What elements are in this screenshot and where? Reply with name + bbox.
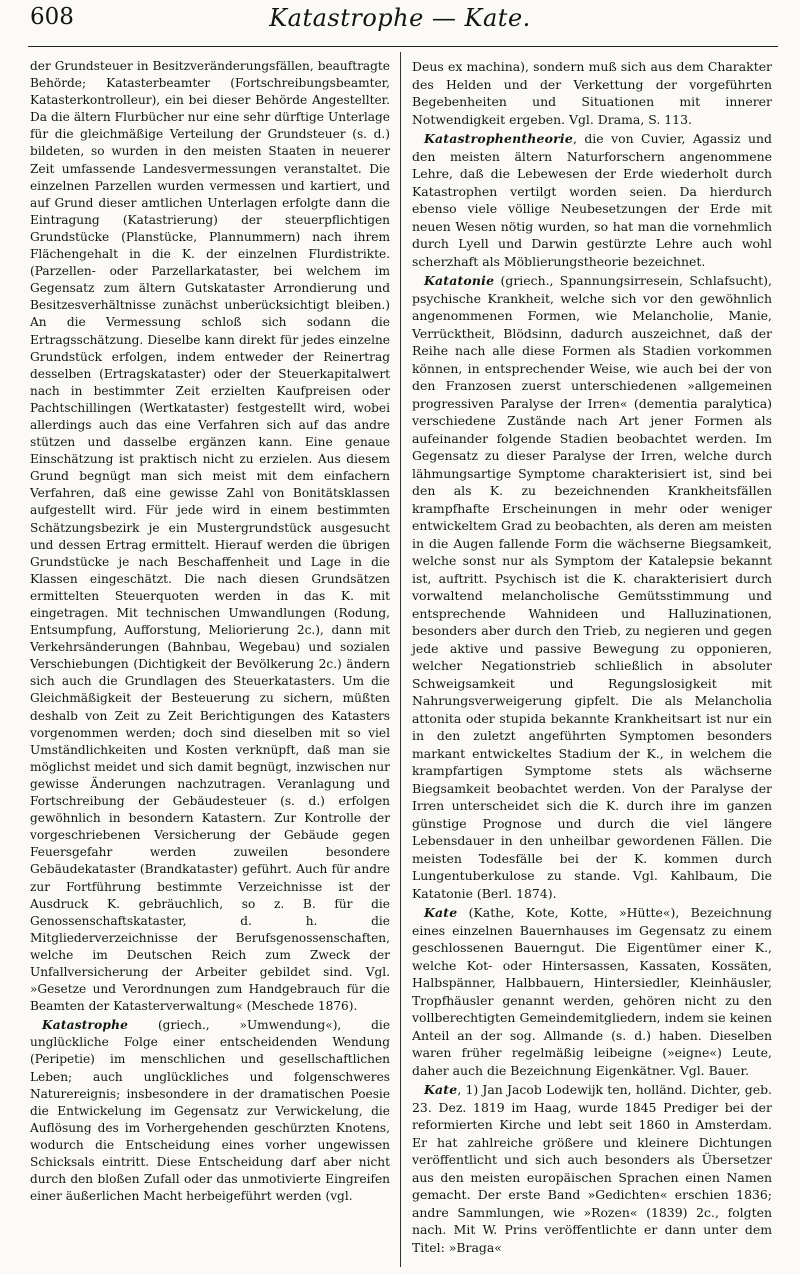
entry-headword: Kate [424, 1082, 458, 1097]
running-title: Katastrophe — Kate. [269, 4, 531, 32]
header-rule [28, 46, 778, 47]
entry-katastrophe [30, 1017, 390, 1205]
entry-headword: Katatonie [424, 273, 495, 288]
left-column [30, 58, 390, 1205]
entry-text: (griech., »Umwendung«), die unglückliche Folge einer entscheidenden Wendung (Peripetie) im menschlichen und gesellschaftlichen Leben; auch unglückliches und folgenschweres Naturereignis; insbesondere in der dramatischen Poesie die Entwickelung im Gegensatz zur Verwickelung, die Auflösung des im Vorhergehenden geschürzten Knotens, wodurch die Entscheidung eines vorher ungewissen Schicksals eintritt. Diese Entscheidung darf aber nicht durch den bloßen Zufall oder das unmotivierte Eingreifen einer äußerlichen Macht herbeigeführt werden (vgl. [30, 1018, 390, 1204]
entry-katastrophentheorie [412, 130, 772, 270]
entry-kataster-continuation [30, 58, 390, 1015]
entry-kate-person [412, 1081, 772, 1256]
page-number: 608 [30, 4, 74, 30]
entry-katastrophe-continuation [412, 58, 772, 128]
entry-headword: Katastrophentheorie [424, 131, 573, 146]
entry-kate [412, 904, 772, 1079]
right-column [412, 58, 772, 1256]
entry-text: , 1) Jan Jacob Lodewijk ten, holländ. Dichter, geb. 23. Dez. 1819 im Haag, wurde 1845 Prediger bei der reformierten Kirche und lebt seit 1860 in Amsterdam. Er hat zahlreiche größere und kleinere Dichtungen veröffentlicht und sich auch besonders als Übersetzer aus den meisten europäischen Sprachen einen Namen gemacht. Der erste Band »Gedichten« erschien 1836; andre Sammlungen, wie »Rozen« (1839) 2c., folgten nach. Mit W. Prins veröffentlichte er dann unter dem Titel: »Braga« [412, 1082, 772, 1255]
entry-headword: Kate [424, 905, 458, 920]
entry-headword: Katastrophe [42, 1018, 129, 1033]
entry-text: Deus ex machina), sondern muß sich aus dem Charakter des Helden und der Verkettung der vorgeführten Begebenheiten und Situationen mit innerer Notwendigkeit ergeben. Vgl. Drama, S. 113. [412, 59, 772, 127]
column-divider [400, 52, 401, 1267]
entry-katatonie [412, 272, 772, 902]
page-header [0, 0, 800, 54]
entry-text: (griech., Spannungsirresein, Schlafsucht), psychische Krankheit, welche sich vor den gewöhnlich angenommenen Formen, wie Melancholie, Manie, Verrücktheit, Blödsinn, dadurch auszeichnet, daß der Reihe nach alle diese Formen als Stadien vorkommen können, in entsprechender Weise, wie auch bei der von den Franzosen zuerst unterschiedenen »allgemeinen progressiven Paralyse der Irren« (dementia paralytica) verschiedene Zustände nach Art jener Formen als aufeinander folgende Stadien beobachtet werden. Im Gegensatz zu dieser Paralyse der Irren, welche durch lähmungsartige Symptome charakterisiert ist, sind bei den als K. zu bezeichnenden Krankheitsfällen krampfhafte Erscheinungen in mehr oder weniger entwickeltem Grad zu beobachten, als deren am meisten in die Augen fallende Form die wächserne Biegsamkeit, welche sonst nur als Symptom der Katalepsie bekannt ist, auftritt. Psychisch ist die K. charakterisiert durch vorwaltend melancholische Gemütsstimmung und entsprechende Wahnideen und Halluzinationen, besonders aber durch den Trieb, zu negieren und gegen jede aktive und passive Bewegung zu opponieren, welcher Negationstrieb schließlich in absoluter Schweigsamkeit und Regungslosigkeit mit Nahrungsverweigerung gipfelt. Die als Melancholia attonita oder stupida bekannte Krankheitsart ist nur ein in den zuletzt angeführten Symptomen besonders markant entwickeltes Stadium der K., in welchem die krampfartigen Symptome stets als wächserne Biegsamkeit beobachtet werden. Von der Paralyse der Irren unterscheidet sich die K. durch ihre im ganzen günstige Prognose und durch die viel längere Lebensdauer in den unheilbar gewordenen Fällen. Die meisten Todesfälle bei der K. kommen durch Lungentuberkulose zu stande. Vgl. Kahlbaum, Die Katatonie (Berl. 1874). [412, 273, 772, 901]
entry-text: der Grundsteuer in Besitzveränderungsfällen, beauftragte Behörde; Katasterbeamter (Fortschreibungsbeamter, Katasterkontrolleur), ein bei dieser Behörde Angestellter. Da die ältern Flurbücher nur eine sehr dürftige Unterlage für die gleichmäßige Verteilung der Grundsteuer (s. d.) bildeten, so wurden in den meisten Staaten in neuerer Zeit umfassende Landesvermessungen veranstaltet. Die einzelnen Parzellen wurden vermessen und kartiert, und auf Grund dieser amtlichen Unterlagen erfolgte dann die Eintragung (Katastrierung) der steuerpflichtigen Grundstücke (Planstücke, Plannummern) nach ihrem Flächengehalt in die K. der einzelnen Flurdistrikte. (Parzellen- oder Parzellarkataster, bei welchem im Gegensatz zum ältern Gutskataster Arrondierung und Besitzesverhältnisse zunächst unberücksichtigt bleiben.) An die Vermessung schloß sich sodann die Ertragsschätzung. Dieselbe kann direkt für jedes einzelne Grundstück erfolgen, indem entweder der Reinertrag desselben (Ertragskataster) oder der Steuerkapitalwert nach in bestimmter Zeit erzielten Kaufpreisen oder Pachtschillingen (Wertkataster) festgestellt wird, wobei allerdings auch das eine Verfahren sich auf das andre stützen und dasselbe ergänzen kann. Eine genaue Einschätzung ist praktisch nicht zu erzielen. Aus diesem Grund begnügt man sich meist mit dem einfachern Verfahren, daß eine gewisse Zahl von Bonitätsklassen aufgestellt wird. Für jede wird in einem bestimmten Schätzungsbezirk je ein Mustergrundstück ausgesucht und dessen Ertrag ermittelt. Hierauf werden die übrigen Grundstücke je nach Beschaffenheit und Lage in die Klassen eingeschätzt. Die nach diesen Grundsätzen ermittelten Steuerquoten werden in das K. mit eingetragen. Mit technischen Umwandlungen (Rodung, Entsumpfung, Aufforstung, Meliorierung 2c.), dann mit Verkehrsänderungen (Bahnbau, Wegebau) und sozialen Verschiebungen (Dichtigkeit der Bevölkerung 2c.) ändern sich auch die Grundlagen des Steuerkatasters. Um die Gleichmäßigkeit der Besteuerung zu sichern, müßten deshalb von Zeit zu Zeit Berichtigungen des Katasters vorgenommen werden; doch sind dieselben mit so viel Umständlichkeiten und Kosten verknüpft, daß man sie möglichst meidet und sich damit begnügt, inzwischen nur gewisse Änderungen nachzutragen. Veranlagung und Fortschreibung der Gebäudesteuer (s. d.) erfolgen gewöhnlich in besondern Katastern. Zur Kontrolle der vorgeschriebenen Versicherung der Gebäude gegen Feuersgefahr werden zuweilen besondere Gebäudekataster (Brandkataster) geführt. Auch für andre zur Fortführung bestimmte Verzeichnisse ist der Ausdruck K. gebräuchlich, so z. B. für die Genossenschaftskataster, d. h. die Mitgliederverzeichnisse der Berufsgenossenschaften, welche im Deutschen Reich zum Zweck der Unfallversicherung der Arbeiter gebildet sind. Vgl. »Gesetze und Verordnungen zum Handgebrauch für die Beamten der Katasterverwaltung« (Meschede 1876). [30, 59, 390, 1014]
entry-text: , die von Cuvier, Agassiz und den meisten ältern Naturforschern angenommene Lehre, daß die Lebewesen der Erde wiederholt durch Katastrophen vertilgt worden seien. Da hierdurch ebenso viele völlige Neubesetzungen der Erde mit neuen Wesen nötig wurden, so hat man die vornehmlich durch Lyell und Darwin gestürzte Lehre auch wohl scherzhaft als Möblierungstheorie bezeichnet. [412, 131, 772, 269]
entry-text: (Kathe, Kote, Kotte, »Hütte«), Bezeichnung eines einzelnen Bauernhauses im Gegensatz zu einem geschlossenen Bauerngut. Die Eigentümer einer K., welche Kot- oder Hintersassen, Kassaten, Kossäten, Halbspänner, Halbbauern, Hintersiedler, Kleinhäusler, Tropfhäusler genannt werden, gehören nicht zu den vollberechtigten Gemeindemitgliedern, indem sie keinen Anteil an der sog. Allmande (s. d.) haben. Dieselben waren früher regelmäßig leibeigne (»eigne«) Leute, daher auch die Bezeichnung Eigenkätner. Vgl. Bauer. [412, 905, 772, 1078]
